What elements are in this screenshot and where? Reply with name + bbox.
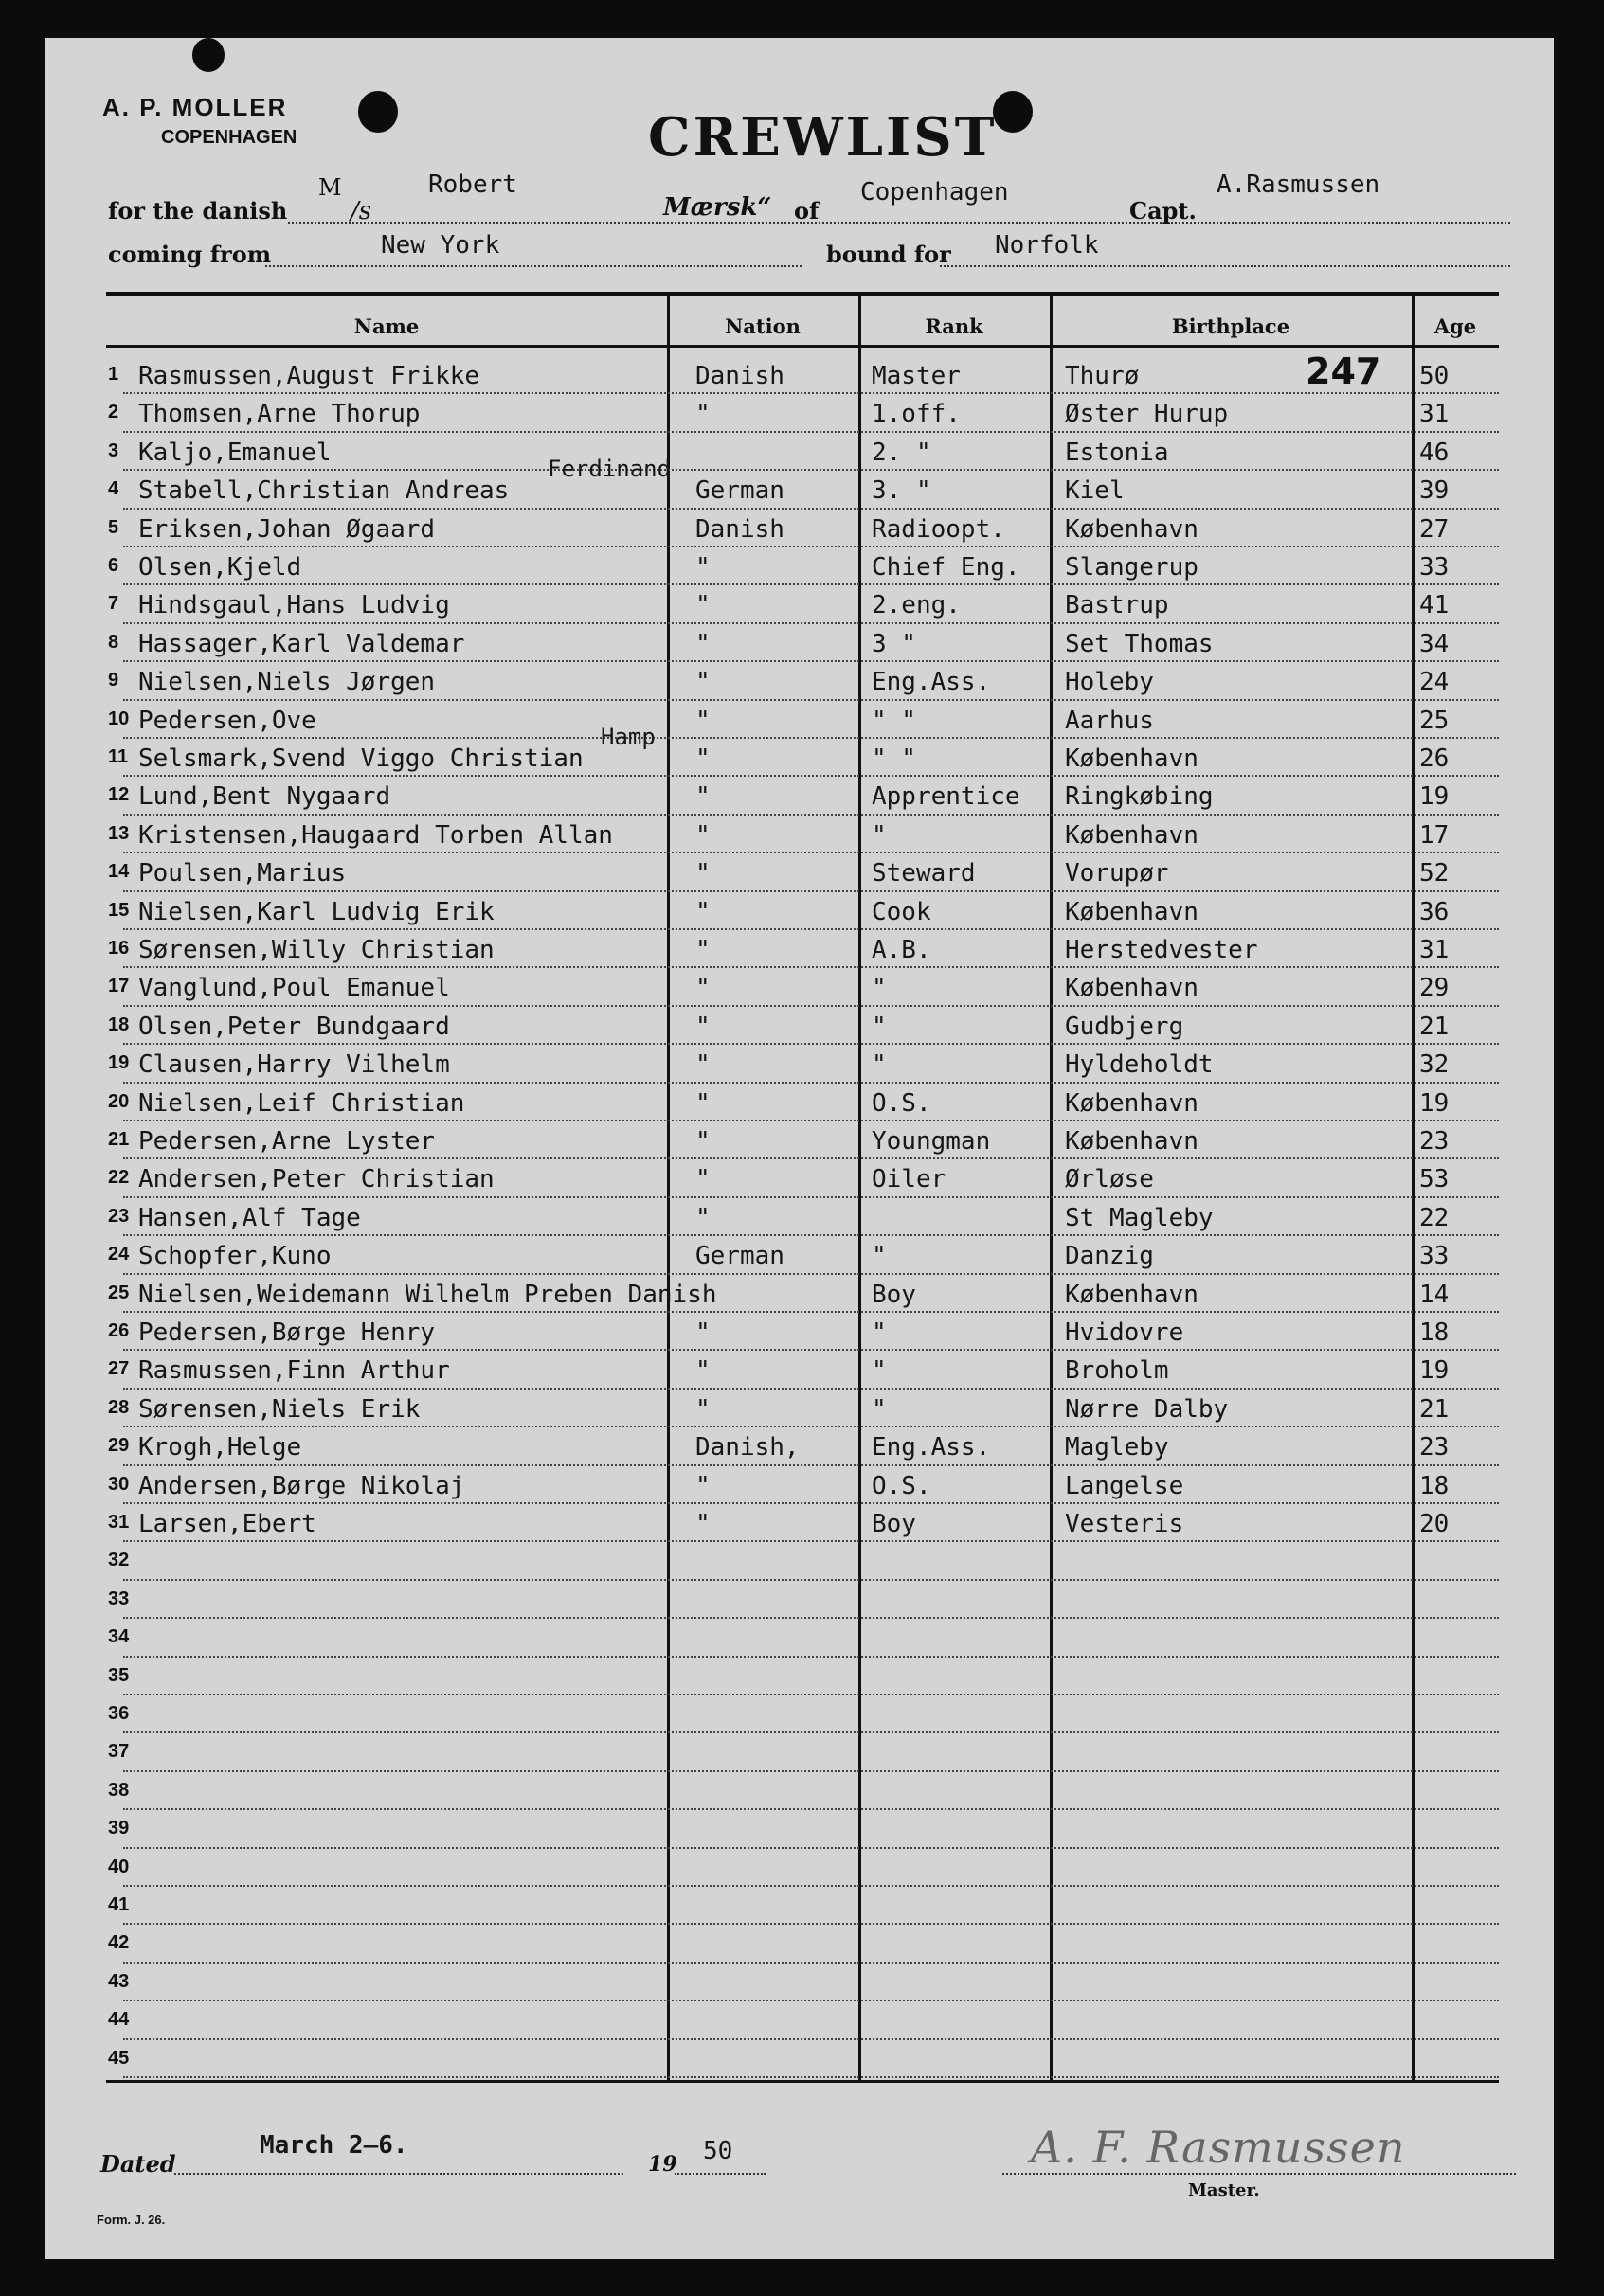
crew-nation: " (695, 1318, 711, 1347)
crew-nation: " (695, 897, 711, 926)
row-rule (123, 546, 1499, 547)
row-rule (123, 392, 1499, 394)
crew-age: 34 (1419, 629, 1450, 658)
crew-nation: " (695, 974, 711, 1003)
row-number: 30 (108, 1473, 130, 1495)
dated-date: March 2̶6. (260, 2131, 408, 2160)
column-header-nation: Nation (725, 314, 801, 338)
dated-label: Dated (100, 2150, 176, 2178)
crew-birthplace: København (1065, 744, 1198, 773)
row-number: 1 (108, 364, 119, 385)
form-number: Form. J. 26. (97, 2213, 166, 2227)
row-rule (123, 775, 1499, 777)
crew-age: 36 (1419, 897, 1450, 926)
crew-rank: " " (872, 744, 916, 773)
crew-age: 46 (1419, 438, 1450, 467)
row-number: 2 (108, 402, 119, 423)
crew-nation: " (695, 1127, 711, 1156)
crew-nation: Danish, (695, 1433, 800, 1462)
row-rule (123, 2076, 1499, 2078)
crew-age: 19 (1419, 1356, 1450, 1386)
crew-rank: Steward (872, 859, 976, 888)
row-number: 26 (108, 1320, 130, 1341)
crew-age: 21 (1419, 1394, 1450, 1424)
company-city: COPENHAGEN (161, 127, 297, 148)
row-number: 3 (108, 439, 119, 461)
crew-name: Nielsen,Weidemann Wilhelm Preben Danish (138, 1280, 717, 1309)
crew-nation: " (695, 936, 711, 964)
row-number: 42 (108, 1932, 130, 1954)
row-number: 4 (108, 478, 119, 500)
crew-birthplace: Aarhus (1065, 706, 1154, 735)
row-number: 20 (108, 1090, 130, 1112)
crew-birthplace: København (1065, 1088, 1198, 1118)
row-number: 13 (108, 822, 130, 844)
crew-birthplace: Hyldeholdt (1065, 1050, 1214, 1080)
row-number: 32 (108, 1550, 130, 1571)
row-rule (123, 1120, 1499, 1121)
row-rule (123, 1923, 1499, 1925)
crew-name: Sørensen,Niels Erik (138, 1394, 421, 1424)
crew-birthplace: Holeby (1065, 668, 1154, 697)
crew-rank: 1.off. (872, 400, 961, 429)
row-rule (123, 431, 1499, 433)
row-rule (123, 1464, 1499, 1466)
crew-nation: " (695, 1050, 711, 1080)
crew-name: Kaljo,Emanuel (138, 438, 332, 467)
row-number: 45 (108, 2047, 130, 2069)
annotation-hamp: Hamp (601, 724, 656, 750)
row-number: 9 (108, 670, 119, 691)
crew-name: Krogh,Helge (138, 1433, 302, 1462)
crew-rank: 3 " (872, 629, 916, 658)
crew-rank: " (872, 1318, 887, 1347)
crew-rank: 2.eng. (872, 591, 961, 620)
row-number: 16 (108, 938, 130, 959)
crew-nation: " (695, 591, 711, 620)
row-rule (123, 1234, 1499, 1236)
crew-name: Olsen,Kjeld (138, 553, 302, 582)
row-rule (123, 1157, 1499, 1159)
crew-rank: Oiler (872, 1165, 946, 1194)
crew-nation: Danish (695, 362, 784, 390)
crew-nation: " (695, 1203, 711, 1232)
row-rule (123, 1043, 1499, 1045)
crew-birthplace: København (1065, 1280, 1198, 1309)
row-rule (123, 1770, 1499, 1772)
bound-for: Norfolk (995, 231, 1099, 260)
column-header-birthplace: Birthplace (1171, 314, 1290, 338)
crew-rank: " (872, 1050, 887, 1080)
crew-birthplace: Estonia (1065, 438, 1169, 467)
row-number: 15 (108, 899, 130, 921)
crew-age: 31 (1419, 400, 1450, 429)
of-label: of (794, 197, 820, 224)
crew-age: 33 (1419, 1242, 1450, 1271)
row-number: 12 (108, 784, 130, 806)
crew-age: 31 (1419, 936, 1450, 964)
row-number: 24 (108, 1244, 130, 1265)
crew-nation: " (695, 1471, 711, 1500)
row-number: 41 (108, 1894, 130, 1915)
crew-nation: German (695, 476, 784, 506)
row-number: 33 (108, 1587, 130, 1609)
crew-rank: Youngman (872, 1127, 991, 1156)
crew-nation: " (695, 1356, 711, 1386)
crew-age: 27 (1419, 514, 1450, 544)
crew-birthplace: St Magleby (1065, 1203, 1214, 1232)
crew-name: Hindsgaul,Hans Ludvig (138, 591, 450, 620)
crew-nation: " (695, 1088, 711, 1118)
crew-age: 50 (1419, 362, 1450, 390)
row-rule (123, 2000, 1499, 2001)
table-header-border (106, 345, 1499, 348)
crew-name: Andersen,Børge Nikolaj (138, 1471, 465, 1500)
row-rule (123, 1579, 1499, 1581)
crew-age: 52 (1419, 859, 1450, 888)
vessel-name-2: Mærsk“ (663, 193, 772, 222)
crew-rank: " (872, 1356, 887, 1386)
row-rule (123, 1656, 1499, 1658)
row-number: 35 (108, 1664, 130, 1686)
crew-name: Thomsen,Arne Thorup (138, 400, 421, 429)
row-number: 7 (108, 593, 119, 615)
row-number: 44 (108, 2009, 130, 2031)
row-rule (123, 2038, 1499, 2040)
crew-age: 33 (1419, 553, 1450, 582)
column-header-name: Name (353, 314, 420, 338)
crew-birthplace: Hvidovre (1065, 1318, 1184, 1347)
capt-label: Capt. (1129, 197, 1197, 224)
row-number: 40 (108, 1856, 130, 1877)
row-rule (123, 1349, 1499, 1351)
row-rule (123, 1005, 1499, 1007)
crew-name: Selsmark,Svend Viggo Christian (138, 744, 584, 773)
row-rule (123, 737, 1499, 739)
crew-nation: " (695, 1510, 711, 1538)
crew-age: 19 (1419, 782, 1450, 812)
table-bottom-border (106, 2080, 1499, 2083)
crew-birthplace: Thurø (1065, 362, 1140, 390)
row-number: 22 (108, 1167, 130, 1189)
crew-rank: Chief Eng. (872, 553, 1020, 582)
row-number: 29 (108, 1435, 130, 1457)
port: Copenhagen (860, 178, 1009, 206)
coming-from: New York (381, 231, 500, 260)
crew-name: Pedersen,Børge Henry (138, 1318, 436, 1347)
row-number: 27 (108, 1358, 130, 1380)
row-number: 23 (108, 1205, 130, 1227)
row-number: 36 (108, 1703, 130, 1724)
crew-name: Eriksen,Johan Øgaard (138, 514, 436, 544)
crew-name: Nielsen,Karl Ludvig Erik (138, 897, 495, 926)
crew-name: Pedersen,Arne Lyster (138, 1127, 436, 1156)
crew-age: 18 (1419, 1318, 1450, 1347)
row-number: 11 (108, 746, 129, 767)
crew-birthplace: København (1065, 1127, 1198, 1156)
row-number: 10 (108, 708, 130, 729)
crew-name: Sørensen,Willy Christian (138, 936, 495, 964)
stamp-number: 247 (1306, 350, 1381, 392)
crew-birthplace: København (1065, 820, 1198, 850)
crew-nation: " (695, 744, 711, 773)
row-rule (123, 852, 1499, 853)
row-rule (123, 1388, 1499, 1390)
crew-name: Clausen,Harry Vilhelm (138, 1050, 450, 1080)
vessel-name-1: Robert (428, 170, 517, 199)
crew-birthplace: Langelse (1065, 1471, 1184, 1500)
row-number: 8 (108, 631, 119, 653)
crew-birthplace: Bastrup (1065, 591, 1169, 620)
crew-birthplace: Broholm (1065, 1356, 1169, 1386)
crew-name: Nielsen,Leif Christian (138, 1088, 465, 1118)
crew-birthplace: Set Thomas (1065, 629, 1214, 658)
crew-list-document (45, 38, 1554, 2259)
crew-name: Nielsen,Niels Jørgen (138, 668, 436, 697)
column-header-age: Age (1433, 314, 1477, 338)
crew-age: 26 (1419, 744, 1450, 773)
vessel-prefix: /s (351, 197, 372, 225)
crew-name: Rasmussen,August Frikke (138, 362, 480, 390)
crew-birthplace: Danzig (1065, 1242, 1154, 1271)
row-rule (123, 1426, 1499, 1427)
crew-age: 21 (1419, 1012, 1450, 1041)
crew-nation: " (695, 1165, 711, 1194)
crew-age: 29 (1419, 974, 1450, 1003)
crew-birthplace: Slangerup (1065, 553, 1198, 582)
company-name: A. P. MOLLER (102, 93, 288, 121)
crew-rank: Cook (872, 897, 931, 926)
crew-age: 53 (1419, 1165, 1450, 1194)
row-rule (123, 508, 1499, 510)
row-rule (123, 1196, 1499, 1198)
row-number: 34 (108, 1626, 130, 1648)
master-label: Master. (1188, 2180, 1260, 2200)
row-number: 17 (108, 976, 130, 997)
row-number: 6 (108, 555, 119, 576)
row-number: 21 (108, 1129, 130, 1150)
year-prefix: 19 (648, 2152, 677, 2177)
row-number: 25 (108, 1282, 130, 1303)
crew-nation: Danish (695, 514, 784, 544)
row-rule (123, 890, 1499, 892)
row-rule (123, 1731, 1499, 1733)
crew-rank: Radioopt. (872, 514, 1005, 544)
crew-age: 20 (1419, 1510, 1450, 1538)
row-number: 38 (108, 1779, 130, 1801)
crew-birthplace: Gudbjerg (1065, 1012, 1184, 1041)
row-number: 37 (108, 1741, 130, 1763)
bound-label: bound for (826, 241, 951, 268)
crew-rank: Eng.Ass. (872, 668, 991, 697)
crew-nation: German (695, 1242, 784, 1271)
crew-age: 19 (1419, 1088, 1450, 1118)
crew-birthplace: København (1065, 897, 1198, 926)
crew-rank: " (872, 1012, 887, 1041)
crew-nation: " (695, 1394, 711, 1424)
row-rule (123, 966, 1499, 968)
crew-rank: Eng.Ass. (872, 1433, 991, 1462)
crew-birthplace: København (1065, 514, 1198, 544)
ink-blot (192, 38, 225, 72)
crew-age: 25 (1419, 706, 1450, 735)
annotation-ferdinand: Ferdinand (548, 456, 672, 483)
crew-rank: " (872, 820, 887, 850)
crew-name: Hassager,Karl Valdemar (138, 629, 465, 658)
crew-rank: 2. " (872, 438, 931, 467)
row-rule (123, 928, 1499, 930)
document-title: CREWLIST (648, 106, 998, 169)
year-suffix: 50 (703, 2137, 733, 2165)
crew-name: Pedersen,Ove (138, 706, 316, 735)
coming-label: coming from (108, 241, 272, 268)
crew-name: Olsen,Peter Bundgaard (138, 1012, 450, 1041)
row-rule (123, 1273, 1499, 1275)
crew-name: Poulsen,Marius (138, 859, 347, 888)
row-rule (123, 699, 1499, 701)
crew-name: Hansen,Alf Tage (138, 1203, 361, 1232)
row-number: 19 (108, 1052, 130, 1074)
crew-birthplace: Kiel (1065, 476, 1125, 506)
crew-name: Kristensen,Haugaard Torben Allan (138, 820, 613, 850)
crew-rank: A.B. (872, 936, 931, 964)
crew-nation: " (695, 629, 711, 658)
crew-rank: " (872, 974, 887, 1003)
table-top-border (106, 292, 1499, 296)
row-rule (123, 622, 1499, 624)
crew-age: 14 (1419, 1280, 1450, 1309)
crew-age: 17 (1419, 820, 1450, 850)
row-rule (123, 1962, 1499, 1964)
row-number: 39 (108, 1818, 130, 1839)
vessel-prefix-top: M (318, 174, 342, 201)
crew-birthplace: Vesteris (1065, 1510, 1184, 1538)
row-rule (123, 660, 1499, 662)
crew-age: 18 (1419, 1471, 1450, 1500)
crew-rank: " (872, 1242, 887, 1271)
row-number: 18 (108, 1013, 130, 1035)
row-rule (123, 583, 1499, 585)
crew-age: 41 (1419, 591, 1450, 620)
crew-nation: " (695, 782, 711, 812)
crew-birthplace: Vorupør (1065, 859, 1169, 888)
crew-rank: " " (872, 706, 916, 735)
crew-age: 23 (1419, 1127, 1450, 1156)
row-rule (123, 1502, 1499, 1504)
crew-nation: " (695, 400, 711, 429)
row-rule (123, 469, 1499, 471)
row-rule (123, 1311, 1499, 1313)
crew-birthplace: Herstedvester (1065, 936, 1258, 964)
crew-rank: 3. " (872, 476, 931, 506)
row-rule (123, 1694, 1499, 1695)
crew-name: Lund,Bent Nygaard (138, 782, 391, 812)
punch-hole-left (358, 91, 398, 133)
row-rule (123, 1540, 1499, 1542)
row-number: 43 (108, 1970, 130, 1992)
crew-nation: " (695, 1012, 711, 1041)
crew-nation: " (695, 668, 711, 697)
crew-birthplace: Magleby (1065, 1433, 1169, 1462)
crew-birthplace: Nørre Dalby (1065, 1394, 1229, 1424)
crew-name: Rasmussen,Finn Arthur (138, 1356, 450, 1386)
punch-hole-right (993, 91, 1033, 133)
row-number: 31 (108, 1512, 130, 1533)
crew-name: Schopfer,Kuno (138, 1242, 332, 1271)
for-label: for the danish (108, 197, 288, 224)
crew-rank: Apprentice (872, 782, 1020, 812)
row-number: 28 (108, 1396, 130, 1418)
crew-age: 23 (1419, 1433, 1450, 1462)
captain-name: A.Rasmussen (1217, 170, 1380, 199)
column-divider-birth (1050, 292, 1053, 2080)
crew-nation: " (695, 706, 711, 735)
row-rule (123, 1885, 1499, 1887)
master-signature: A. F. Rasmussen (1031, 2122, 1406, 2173)
row-rule (123, 814, 1499, 816)
crew-birthplace: København (1065, 974, 1198, 1003)
crew-age: 22 (1419, 1203, 1450, 1232)
crew-name: Larsen,Ebert (138, 1510, 316, 1538)
crew-age: 32 (1419, 1050, 1450, 1080)
column-divider-rank (858, 292, 861, 2080)
crew-age: 24 (1419, 668, 1450, 697)
row-rule (123, 1082, 1499, 1084)
crew-age: 39 (1419, 476, 1450, 506)
crew-nation: " (695, 820, 711, 850)
row-rule (123, 1808, 1499, 1810)
crew-nation: " (695, 859, 711, 888)
crew-rank: Boy (872, 1510, 916, 1538)
row-number: 5 (108, 516, 119, 538)
crew-birthplace: Ringkøbing (1065, 782, 1214, 812)
column-divider-nation (667, 292, 670, 2080)
crew-birthplace: Øster Hurup (1065, 400, 1229, 429)
crew-birthplace: Ørløse (1065, 1165, 1154, 1194)
crew-rank: Boy (872, 1280, 916, 1309)
row-rule (123, 1617, 1499, 1619)
crew-rank: Master (872, 362, 961, 390)
crew-rank: O.S. (872, 1088, 931, 1118)
crew-rank: O.S. (872, 1471, 931, 1500)
crew-rank: " (872, 1394, 887, 1424)
row-number: 14 (108, 861, 130, 883)
column-divider-age (1412, 292, 1415, 2080)
crew-name: Andersen,Peter Christian (138, 1165, 495, 1194)
column-header-rank: Rank (925, 314, 983, 338)
row-rule (123, 1847, 1499, 1849)
crew-nation: " (695, 553, 711, 582)
crew-name: Vanglund,Poul Emanuel (138, 974, 450, 1003)
crew-name: Stabell,Christian Andreas (138, 476, 510, 506)
